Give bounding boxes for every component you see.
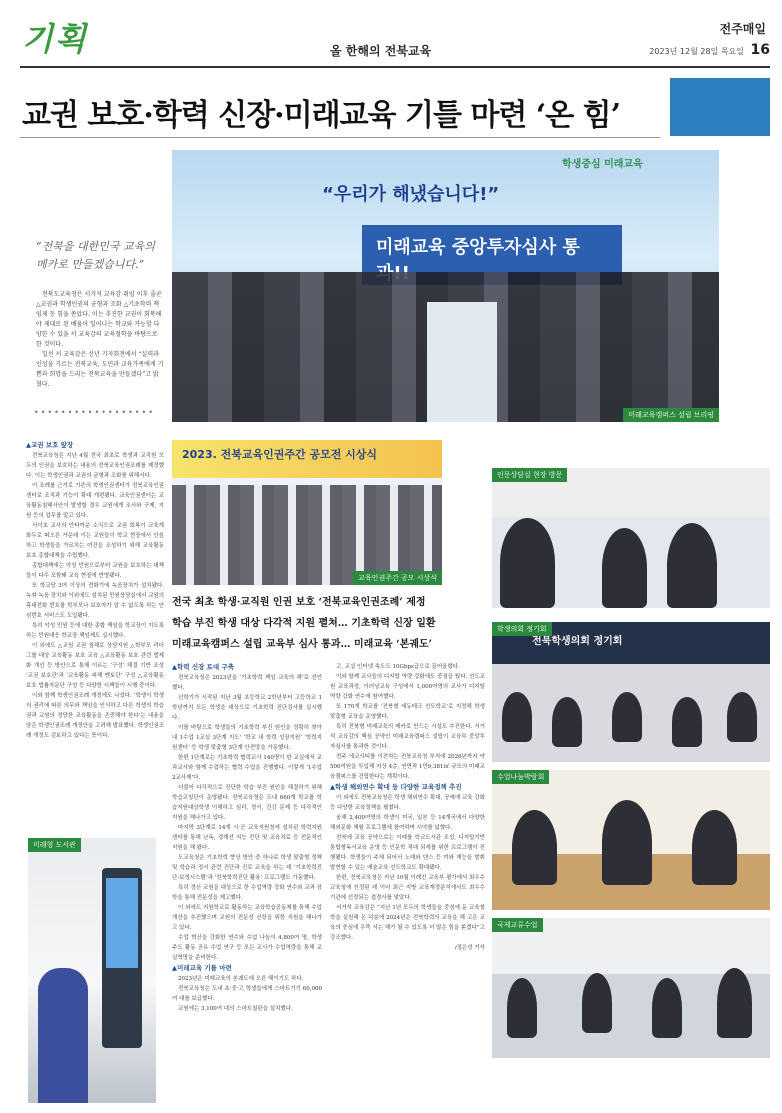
ceremony-banner-title: 2023. 전북교육인권주간 공모전 시상식	[182, 448, 378, 461]
issue-date: 2023년 12월 28일 목요일	[649, 47, 744, 56]
column-paragraph: 수업 혁신을 강화한 연수와 수업 나눔이 4,800여 명, 학생 주도 활동 공유 수업 연구 등 모든 교사가 수업역량을 통해 교실혁명을 준비한다.	[172, 935, 322, 961]
page-number: 16	[750, 42, 770, 58]
intro-paragraph: 전북도교육청은 서거석 교육감 취임 이후 줄곧 △교권과 학생인권의 균형과 조화 △기초학력 책임제 등 힘을 쏟았다. 이는 추진한 교권이 회복해야 제대로 된 배움이 일어나는 학교와 가능할 다양한 수 있을 서 교육감의 교육철학을 바탕으로 한 것이다.	[36, 291, 162, 348]
right-photo-2	[492, 622, 770, 762]
column-subheading: ▲학생 해외연수 확대 등 다양한 교육정책 추진	[330, 783, 462, 791]
deck-line: 전국 최초 학생·교직원 인권 보호 ‘전북교육인권조례’ 제정	[172, 597, 426, 608]
column-paragraph: 전북에 교육 공약으로는 이레를 학교도서관 조성, 디지털기반통합형독서교육 운영 등 인문학 적대 되세를 위한 프로그램이 진행됐다. 학생들이 주체 되어서 노래와 댄스 등 끼와 재능을 발휘 발현할 수 있는 예술교육 선도학교도 확대됐다.	[330, 835, 485, 871]
accent-bar	[670, 78, 770, 136]
person-figure	[507, 978, 537, 1038]
person-figure	[727, 692, 757, 742]
person-figure	[502, 692, 532, 742]
column-paragraph: 이와 함께 교사들의 디지털 역량 강화에도 중점을 뒀다. 선도교원 교육과정, 이러닝교육 구성에서 1,000여명의 교사가 디지털 역량 강화 연수에 참여했다.	[330, 674, 485, 700]
column-paragraph: 또 학교당 3여 이상의 전화기에 녹음장치가 설치됐다. 녹취·녹음 장치와 이외에도 설치된 민원상담실에서 교원의 휴대전화 번호를 학부모나 보호자가 알 수 없도록 하는 안심번호 서비스도 도입됐다.	[26, 583, 164, 619]
main-photo-banner-box: 미래교육 중앙투자심사 통	[362, 225, 622, 285]
person-figure	[652, 978, 682, 1038]
column-paragraph: 이 외에도 전북교육청은 학생 해외연수 확대, 공예에 교육 강화 등 다양한 교육정책을 펼쳤다.	[330, 795, 485, 811]
newspaper-name: 전주매일	[719, 22, 766, 36]
column-paragraph: 이 외에도 지원학교로 활동하는 교육학습공동체를 통해 수업 개선을 추진했으며 교원의 전문성 신장을 위한 지원을 해나가고 있다.	[172, 905, 322, 931]
article-column-2	[172, 662, 322, 1102]
person-figure	[612, 692, 642, 742]
right-photo-caption: 국제교류수업	[492, 918, 543, 932]
right-photo-caption: 학생의회 정기회	[492, 622, 552, 636]
intro-text	[36, 290, 164, 390]
column-paragraph: 더불어 다각적으로 진단한 학습 부진 원인을 해결하기 위해 학습코칭단이 운영됐다. 전북교육청은 도내 660개 학교를 학습지원대상학생 이해하고 심리, 정서, 건강 문제 등 다각적인 지원을 해나가고 있다.	[172, 785, 322, 821]
right-photo-banner: 전북학생의회 정기회	[532, 636, 623, 647]
person-figure	[692, 810, 737, 885]
deck-line: 미래교육캠퍼스 설립 교육부 심사 통과… 미래교육 ‘본궤도’	[172, 639, 433, 650]
deck-line: 학습 부진 학생 대상 다각적 지원 펼쳐… 기초학력 신장 일환	[172, 618, 436, 629]
kiosk-photo	[28, 838, 156, 1103]
column-paragraph: 이 외에도 △교원 교권 침해로 상담지원 △학부모 리더그룹 대상 교육활동 보호 교육 △교육활동 보호 관련 법제화 개선 등 방안으로 통해 이르는 ‘구성’ 해결 기반 조성 ‘교권 보호관’과 ‘교육활동 피해 멘토단’ 구성 △교육활동 보호 법률자문단 구성 등 다양한 시책들이 시행 중이다.	[26, 643, 164, 689]
headline-divider	[20, 137, 660, 138]
person-figure	[500, 518, 555, 608]
person-figure	[582, 973, 612, 1033]
column-paragraph: 신학기가 시작된 지난 3월 초등학교 2학년부터 고등학교 1학년까지 모든 학생을 대상으로 기초학력 진단검사를 실시했다.	[172, 695, 322, 721]
column-subheading: ▲학력 신장 토대 구축	[172, 663, 235, 671]
main-photo-banner-sub: 학생중심 미래교육	[562, 159, 643, 170]
column-paragraph: 특히 정신 교원을 대상으로 한 수업역량 강화 연수와 교과 장학을 통해 전문성을 제고했다.	[172, 885, 322, 901]
column-paragraph: 특히 악성 민원 등에 대한 종합 책임을 학교장이 지도록 하는 민원대응 학교장 책임제도 실시했다.	[26, 623, 164, 639]
column-paragraph: 이와 함께 학생인권조례 개정에도 나섰다. ‘학생이 학생의 권리에 따른 의무와 책임을 인식하고 다른 학생의 학습권과 교원의 정당한 교육활동을 존중해야 한다’는 내용을 담은 학생인권조례 개정안을 고려해 발표했다. 학생인권조례 개정도 검토하고 있다는 뜻이다.	[26, 693, 164, 739]
column-paragraph: 서거석 교육감은 “지난 1년 모두의 학생들을 중심에 둔 교육철학을 실천해 온 덕분에 2024년은 전북학력의 교육을 해 고은 교육의 중심에 우뚝 서는 해가 될 수 있도록 더 많은 힘을 쏟겠다”고 강조했다.	[330, 905, 485, 941]
column-paragraph: 한편 1단계로는 기초학력 협력교사 140명이 한 교실에서 교과교사와 함께 수업하는 협력 수업을 진행했다. 이렇게 ‘1수업 2교사제’다.	[172, 755, 322, 781]
right-photo-1	[492, 468, 770, 608]
people-group	[172, 485, 442, 585]
kiosk-screen	[106, 878, 138, 968]
column-paragraph: 올해 2,400여명의 학생이 미국, 일본 등 14개국에서 다양한 해외문화 체험 프로그램에 참여하며 시야를 넓혔다.	[330, 815, 485, 831]
intro-paragraph: 일선 서 교육감은 신년 기자회견에서 “실력과 인성을 기르는 전북교육, 도민과 교육가족에게 기쁨과 희망을 드리는 전북교육을 만들겠다”고 밝혔다.	[36, 351, 164, 388]
page-header	[0, 0, 782, 70]
column-paragraph: 마지막 3단계로 14개 시·군 교육지원청에 설치된 학력지원센터를 통해 난독, 경계선 지능 진단 및 교육치료 등 전문적인 지원을 해 왔다.	[172, 825, 322, 851]
person-figure	[717, 968, 752, 1038]
right-photo-3	[492, 770, 770, 910]
column-paragraph: 전북교육청은 2023년을 ‘기초학력 책임 교육의 해’로 선언했다.	[172, 675, 322, 691]
column-paragraph: 특히 전북형 미래교육의 메카로 만드는 시설도 추진한다. 서거석 교육감의 핵심 공약인 미래교육캠퍼스 설립이 교육부 중앙투자심사를 통과한 것이다.	[330, 724, 485, 750]
column-paragraph: 전주 에코시티를 이전하는 전북교육청 부지에 2026년까지 약 500억원을 투입해 지상 4층, 연면적 1만9,381㎡ 규모의 미래교육캠퍼스를 건립한다는 계획이다.	[330, 754, 485, 780]
right-photo-caption: 수업나눔박람회	[492, 770, 549, 784]
person-figure	[667, 523, 717, 608]
podium	[427, 302, 497, 422]
column-paragraph: 이를 바탕으로 학생들의 기초학력 부진 원인을 정확히 찾아내 1수업 1교실 3단계 지도’ ‘학교 내 학력 성장지원’ ‘학력지원센터’ 등 학생 맞춤형 3단계 안전망을 가동했다.	[172, 725, 322, 751]
section-logo: 기획	[22, 20, 88, 58]
column-paragraph: 전북교육청은 도내 초·중·고 학생들에게 스마트기기 60,000여 대를 보급했다.	[172, 986, 322, 1002]
person-figure	[602, 528, 647, 608]
article-column-3	[330, 662, 485, 1102]
headline: 교권 보호·학력 신장·미래교육 기틀 마련 ‘온 힘’	[22, 98, 621, 133]
column-paragraph: 서이초 교사의 안타까운 소식으로 교권 회복이 교육계 화두로 떠오른 가운데 이는 교원들이 학교 현장에서 안심하고 학생들을 가르치는 여건을 조성하기 위해 교육활동 보호 종합대책을 수립했다.	[26, 523, 164, 559]
ceremony-photo-caption: 교육인권주간 공모 시상식	[353, 571, 442, 585]
header-divider	[20, 66, 770, 68]
column-paragraph: 도교육청은 기초학력 향상 방안 중 하나로 학생 맞춤형 정책 및 학습과 정서 관련 진단과 진로 교육을 하는 데 ‘기초학력진단-보정시스템’과 ‘전북학력진단 활용’ 프로그램도 가동했다.	[172, 855, 322, 881]
column-paragraph: 전북교육청은 지난 4월 전국 최초로 학생과 교직원 모두의 인권을 보호하는 내용의 전북교육인권조례를 제정했다. 이는 학생인권과 교권의 균형과 조화를 위해서다.	[26, 453, 164, 479]
column-paragraph: 또 170개 학교를 ‘전북형 에듀테크 선도학교’로 지정해 학생 맞춤형 교육을 운영했다.	[330, 704, 485, 720]
dotted-divider: ••••••••••••••••••	[34, 408, 155, 417]
kiosk-photo-caption: 미래형 도서관	[28, 838, 81, 852]
ceremony-photo	[172, 440, 442, 585]
column-paragraph: 2023년은 미래교육의 본궤도에 오른 해이기도 하다.	[178, 976, 304, 982]
column-paragraph: 교원에는 3,100여 대의 스마트칠판을 설치했다.	[178, 1006, 293, 1012]
person-figure	[602, 800, 652, 885]
byline: /정은성 기자	[454, 945, 485, 951]
column-subheading: ▲교권 보호 앞장	[26, 441, 74, 449]
pull-quote: “전북을 대한민국 교육의 메카로 만들겠습니다.”	[36, 240, 155, 271]
subheadline-deck	[172, 592, 492, 655]
section-title: 올 한해의 전북교육	[330, 44, 432, 58]
main-photo-caption: 미래교육캠퍼스 설립 브리핑	[623, 408, 719, 422]
column-paragraph: 한편, 전북교육청은 지난 10월 이례진 교육부 평가에서 최우수 교육청에 선정된 데 이어 최근 지방 교육재정분석에서도 최우수 기관에 선정되는 겹경사를 맞았다.	[330, 875, 485, 901]
main-photo-banner: “우리가 해냈습니다!”	[322, 184, 500, 205]
person-figure	[552, 697, 582, 747]
main-photo	[172, 150, 719, 422]
column-paragraph: 이 조례를 근거로 기존의 학생인권센터가 전북교육인권센터로 조직과 기능이 확대 개편됐다. 교육인권센터는 교육활동침해사안이 발생할 경우 교원에게 조사와 구제, 지원 등의 업무를 맡고 있다.	[26, 483, 164, 519]
article-column-1	[26, 440, 164, 830]
column-paragraph: 종합대책에는 악성 민원으로부터 교원을 보호하는 대책들이 다수 포함돼 교육 현장에 반영됐다.	[26, 563, 164, 579]
right-photo-caption: 인문상담실 현장 방문	[492, 468, 567, 482]
person-figure	[512, 810, 557, 885]
student-figure	[38, 968, 88, 1103]
column-subheading: ▲미래교육 기틀 마련	[172, 964, 232, 972]
column-paragraph: 고, 교실 인터넷 속도도 10Gbps급으로 끌어올렸다.	[336, 664, 460, 670]
right-photo-4	[492, 918, 770, 1058]
person-figure	[672, 697, 702, 747]
